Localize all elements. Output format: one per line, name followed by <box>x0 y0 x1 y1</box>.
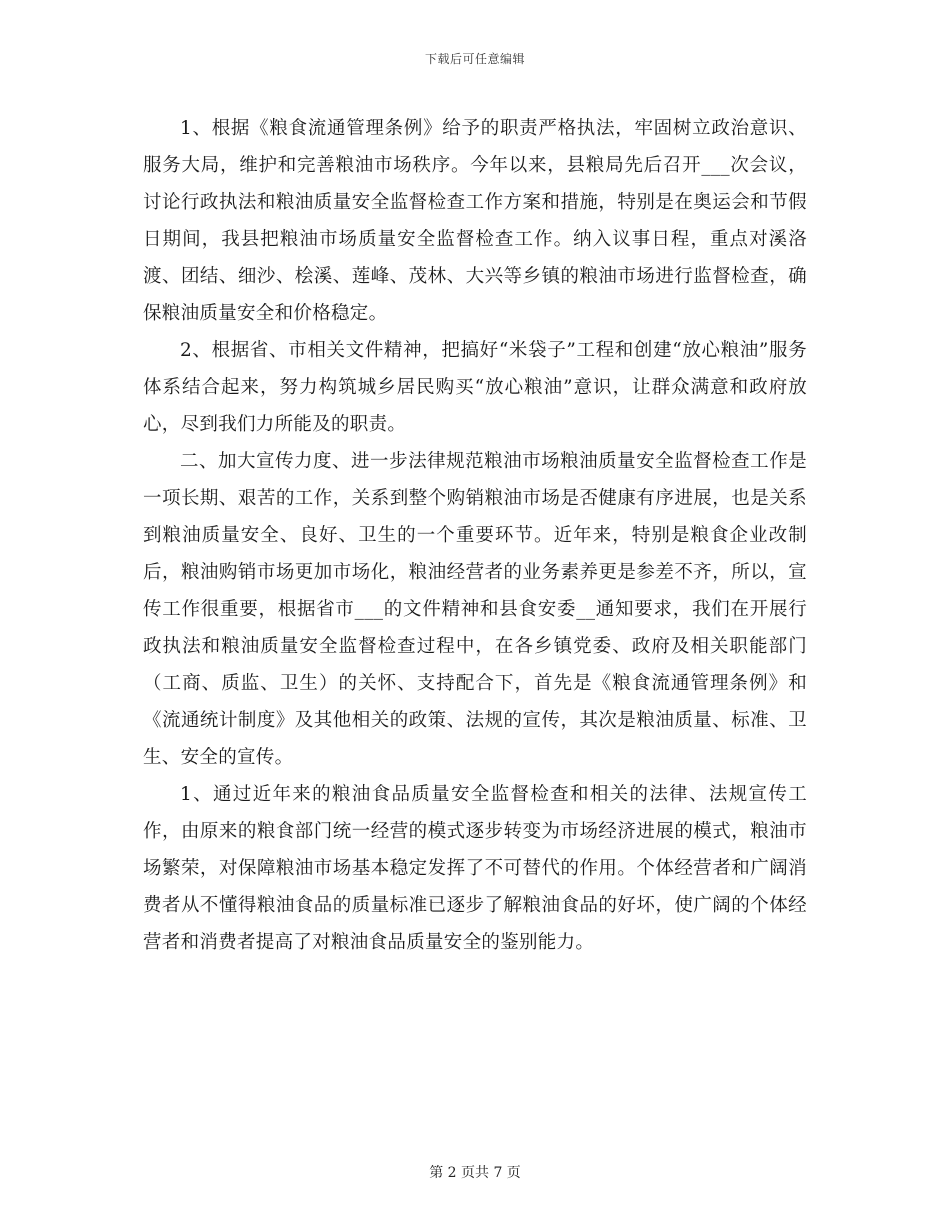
page-header: 下载后可任意编辑 <box>424 52 525 66</box>
body-paragraph: 2、根据省、市相关文件精神，把搞好“米袋子”工程和创建“放心粮油”服务体系结合起来，努力构筑城乡居民购买“放心粮油”意识，让群众满意和政府放心，尽到我们力所能及的职责。 <box>143 340 807 435</box>
document-body <box>143 110 807 961</box>
page-number: 第 2 页共 7 页 <box>429 1165 521 1181</box>
body-paragraph: 1、根据《粮食流通管理条例》给予的职责严格执法，牢固树立政治意识、服务大局，维护和完善粮油市场秩序。今年以来，县粮局先后召开___次会议，讨论行政执法和粮油质量安全监督检查工作方案和措施，特别是在奥运会和节假日期间，我县把粮油市场质量安全监督检查工作。纳入议事日程，重点对溪洛渡、团结、细沙、桧溪、莲峰、茂林、大兴等乡镇的粮油市场进行监督检查，确保粮油质量安全和价格稳定。 <box>143 118 807 324</box>
body-paragraph: 二、加大宣传力度、进一步法律规范粮油市场粮油质量安全监督检查工作是一项长期、艰苦的工作，关系到整个购销粮油市场是否健康有序进展，也是关系到粮油质量安全、良好、卫生的一个重要环节。近年来，特别是粮食企业改制后，粮油购销市场更加市场化，粮油经营者的业务素养更是参差不齐，所以，宣传工作很重要，根据省市___的文件精神和县食安委__通知要求，我们在开展行政执法和粮油质量安全监督检查过程中，在各乡镇党委、政府及相关职能部门（工商、质监、卫生）的关怀、支持配合下，首先是《粮食流通管理条例》和《流通统计制度》及其他相关的政策、法规的宣传，其次是粮油质量、标准、卫生、安全的宣传。 <box>143 451 807 768</box>
body-paragraph: 1、通过近年来的粮油食品质量安全监督检查和相关的法律、法规宣传工作，由原来的粮食部门统一经营的模式逐步转变为市场经济进展的模式，粮油市场繁荣，对保障粮油市场基本稳定发挥了不可替代的作用。个体经营者和广阔消费者从不懂得粮油食品的质量标准已逐步了解粮油食品的好坏，使广阔的个体经营者和消费者提高了对粮油食品质量安全的鉴别能力。 <box>143 784 807 953</box>
